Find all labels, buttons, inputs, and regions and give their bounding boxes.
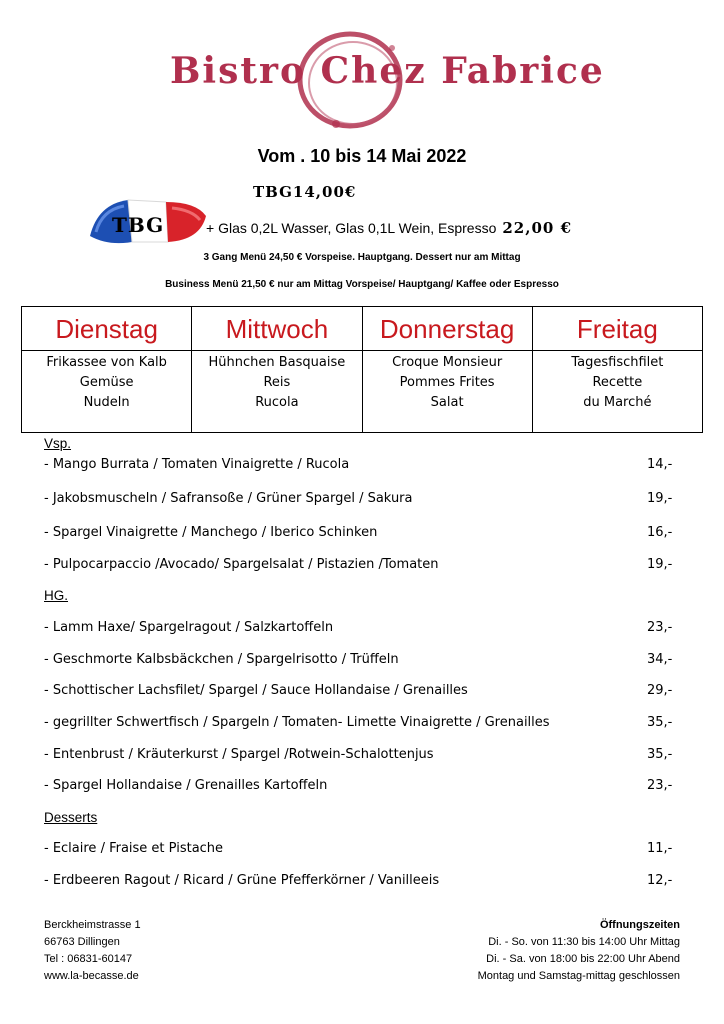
item-price: 23,-: [647, 778, 673, 793]
item-name: - Entenbrust / Kräuterkurst / Spargel /Rotwein-Schalottenjus: [44, 747, 434, 762]
item-price: 14,-: [647, 457, 673, 472]
list-item: [44, 457, 684, 472]
item-price: 16,-: [647, 525, 673, 540]
day-dish: [192, 351, 362, 433]
list-item: [44, 715, 684, 730]
dish-line: Hühnchen Basquaise: [208, 355, 346, 370]
logo-text: Bistro Chez Fabrice: [170, 50, 605, 92]
dish-line: Rucola: [255, 395, 299, 410]
item-price: 12,-: [647, 873, 673, 888]
item-price: 11,-: [647, 841, 673, 856]
day-heading: Mittwoch: [192, 307, 362, 351]
day-heading: Donnerstag: [362, 307, 532, 351]
day-heading: Dienstag: [22, 307, 192, 351]
restaurant-logo: [170, 28, 605, 138]
business-menu-info: Business Menü 21,50 € nur am Mittag Vorspeise/ Hauptgang/ Kaffee oder Espresso: [165, 279, 559, 290]
hours-title: Öffnungszeiten: [599, 919, 680, 931]
dish-line: du Marché: [583, 395, 652, 410]
tbg-offer: [206, 219, 572, 237]
item-name: - Mango Burrata / Tomaten Vinaigrette / Rucola: [44, 457, 350, 472]
item-name: - Erdbeeren Ragout / Ricard / Grüne Pfefferkörner / Vanilleeis: [44, 873, 440, 888]
three-course-menu-info: 3 Gang Menü 24,50 € Vorspeise. Hauptgang. Dessert nur am Mittag: [203, 252, 521, 263]
list-item: [44, 747, 684, 762]
item-name: - Pulpocarpaccio /Avocado/ Spargelsalat / Pistazien /Tomaten: [44, 557, 439, 572]
address-website: www.la-becasse.de: [44, 970, 139, 982]
item-name: - Lamm Haxe/ Spargelragout / Salzkartoffeln: [44, 620, 334, 635]
date-range: Vom . 10 bis 14 Mai 2022: [257, 146, 467, 166]
item-name: - Eclaire / Fraise et Pistache: [44, 841, 224, 856]
day-heading: Freitag: [532, 307, 702, 351]
item-price: 19,-: [647, 491, 673, 506]
list-item: [44, 525, 684, 540]
hours-line: Montag und Samstag-mittag geschlossen: [477, 970, 680, 982]
list-item: [44, 620, 684, 635]
dish-line: Salat: [430, 395, 464, 410]
section-title-desserts: Desserts: [44, 810, 98, 825]
tbg-price: TBG14,00€: [253, 183, 357, 201]
footer-address: [44, 917, 141, 985]
list-item: [44, 841, 684, 856]
list-item: [44, 873, 684, 888]
item-name: - Jakobsmuscheln / Safransoße / Grüner Spargel / Sakura: [44, 491, 413, 506]
list-item: [44, 652, 684, 667]
list-item: [44, 683, 684, 698]
item-name: - Geschmorte Kalbsbäckchen / Spargelrisotto / Trüffeln: [44, 652, 399, 667]
section-title-mains: HG.: [44, 588, 69, 603]
hours-line: Di. - So. von 11:30 bis 14:00 Uhr Mittag: [488, 936, 680, 948]
item-name: - gegrillter Schwertfisch / Spargeln / Tomaten- Limette Vinaigrette / Grenailles: [44, 715, 550, 730]
item-name: - Spargel Vinaigrette / Manchego / Iberico Schinken: [44, 525, 378, 540]
item-price: 35,-: [647, 715, 673, 730]
dish-line: Gemüse: [79, 375, 134, 390]
item-name: - Spargel Hollandaise / Grenailles Kartoffeln: [44, 778, 328, 793]
hours-line: Di. - Sa. von 18:00 bis 22:00 Uhr Abend: [486, 953, 680, 965]
list-item: [44, 778, 684, 793]
day-dish: [532, 351, 702, 433]
dish-line: Nudeln: [83, 395, 130, 410]
item-name: - Schottischer Lachsfilet/ Spargel / Sauce Hollandaise / Grenailles: [44, 683, 468, 698]
item-price: 34,-: [647, 652, 673, 667]
weekly-menu-table: [21, 306, 703, 433]
list-item: [44, 491, 684, 506]
tbg-offer-text: + Glas 0,2L Wasser, Glas 0,1L Wein, Espresso: [206, 220, 497, 236]
tbg-offer-price: 22,00 €: [502, 219, 573, 237]
dish-line: Pommes Frites: [399, 375, 495, 390]
address-street: Berckheimstrasse 1: [44, 919, 141, 931]
footer-opening-hours: [478, 917, 680, 985]
section-title-starters: Vsp.: [44, 436, 72, 451]
address-city: 66763 Dillingen: [44, 936, 120, 948]
dish-line: Reis: [263, 375, 291, 390]
tbg-logo-text: TBG: [112, 213, 165, 237]
item-price: 23,-: [647, 620, 673, 635]
dish-line: Croque Monsieur: [392, 355, 503, 370]
dish-line: Frikassee von Kalb: [46, 355, 167, 370]
address-phone: Tel : 06831-60147: [44, 953, 133, 965]
day-dish: [22, 351, 192, 433]
item-price: 29,-: [647, 683, 673, 698]
day-dish: [362, 351, 532, 433]
item-price: 35,-: [647, 747, 673, 762]
item-price: 19,-: [647, 557, 673, 572]
dish-line: Tagesfischfilet: [571, 355, 664, 370]
list-item: [44, 557, 684, 572]
dish-line: Recette: [592, 375, 643, 390]
